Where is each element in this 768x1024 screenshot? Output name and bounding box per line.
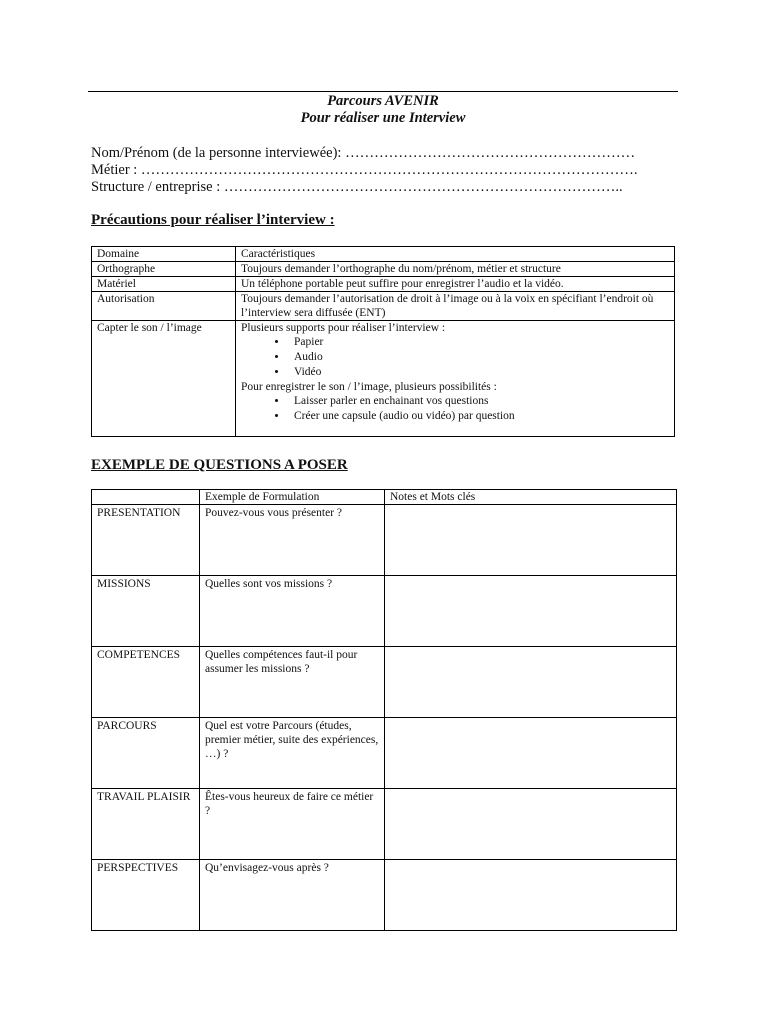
domain-cell: Orthographe [92, 262, 236, 277]
table-row [92, 292, 675, 321]
table-row [92, 576, 677, 647]
questions-table [91, 489, 677, 931]
question-cell: Pouvez-vous vous présenter ? [200, 505, 385, 576]
header-cell-domain: Domaine [92, 247, 236, 262]
row-label: MISSIONS [92, 576, 200, 647]
list-item: • Créer une capsule (audio ou vidéo) par question [288, 409, 669, 424]
list-item: • Papier [288, 335, 669, 350]
characteristic-cell [236, 321, 675, 437]
notes-cell [385, 505, 677, 576]
document-subtitle: Pour réaliser une Interview [300, 110, 466, 126]
recording-intro: Pour enregistrer le son / l’image, plusieurs possibilités : [241, 381, 497, 393]
row-label: COMPETENCES [92, 647, 200, 718]
supports-intro: Plusieurs supports pour réaliser l’interview : [241, 322, 446, 334]
question-cell: Qu’envisagez-vous après ? [200, 860, 385, 931]
precautions-title: Précautions pour réaliser l’interview : [91, 212, 335, 228]
characteristic-cell: Un téléphone portable peut suffire pour enregistrer l’audio et la vidéo. [236, 277, 675, 292]
list-item: • Laisser parler en enchainant vos questions [288, 394, 669, 409]
header-cell-characteristics: Caractéristiques [236, 247, 675, 262]
domain-cell: Matériel [92, 277, 236, 292]
precautions-table [91, 246, 675, 437]
domain-cell: Capter le son / l’image [92, 321, 236, 437]
table-row [92, 647, 677, 718]
notes-cell [385, 576, 677, 647]
company-field: Structure / entreprise : ……………………………………………………………………….. [91, 179, 623, 195]
name-field: Nom/Prénom (de la personne interviewée): …………………………………………………… [91, 145, 636, 161]
list-item: • Audio [288, 350, 669, 365]
top-rule [88, 91, 678, 92]
row-label: PERSPECTIVES [92, 860, 200, 931]
table-header-row [92, 490, 677, 505]
characteristic-cell: Toujours demander l’orthographe du nom/prénom, métier et structure [236, 262, 675, 277]
notes-cell [385, 789, 677, 860]
row-label: PRESENTATION [92, 505, 200, 576]
table-header-row [92, 247, 675, 262]
table-row [92, 789, 677, 860]
notes-cell [385, 718, 677, 789]
header-cell-empty [92, 490, 200, 505]
supports-list [241, 335, 669, 380]
table-row [92, 262, 675, 277]
question-cell: Êtes-vous heureux de faire ce métier ? [200, 789, 385, 860]
header-cell-formulation: Exemple de Formulation [200, 490, 385, 505]
notes-cell [385, 860, 677, 931]
table-row [92, 860, 677, 931]
document-title: Parcours AVENIR [327, 93, 439, 109]
question-cell: Quelles compétences faut-il pour assumer les missions ? [200, 647, 385, 718]
characteristic-cell: Toujours demander l’autorisation de droit à l’image ou à la voix en spécifiant l’endroit où l’interview sera diffusée (ENT) [236, 292, 675, 321]
questions-title: EXEMPLE DE QUESTIONS A POSER [91, 457, 348, 473]
row-label: PARCOURS [92, 718, 200, 789]
interviewee-fields [91, 145, 691, 196]
question-cell: Quelles sont vos missions ? [200, 576, 385, 647]
table-row [92, 718, 677, 789]
notes-cell [385, 647, 677, 718]
domain-cell: Autorisation [92, 292, 236, 321]
job-field: Métier : …………………………………………………………………………………………. [91, 162, 638, 178]
recording-list [241, 394, 669, 424]
document-header [88, 93, 678, 127]
table-row [92, 321, 675, 437]
row-label: TRAVAIL PLAISIR [92, 789, 200, 860]
header-cell-notes: Notes et Mots clés [385, 490, 677, 505]
list-item: • Vidéo [288, 365, 669, 380]
table-row [92, 277, 675, 292]
table-row [92, 505, 677, 576]
question-cell: Quel est votre Parcours (études, premier métier, suite des expériences, …) ? [200, 718, 385, 789]
